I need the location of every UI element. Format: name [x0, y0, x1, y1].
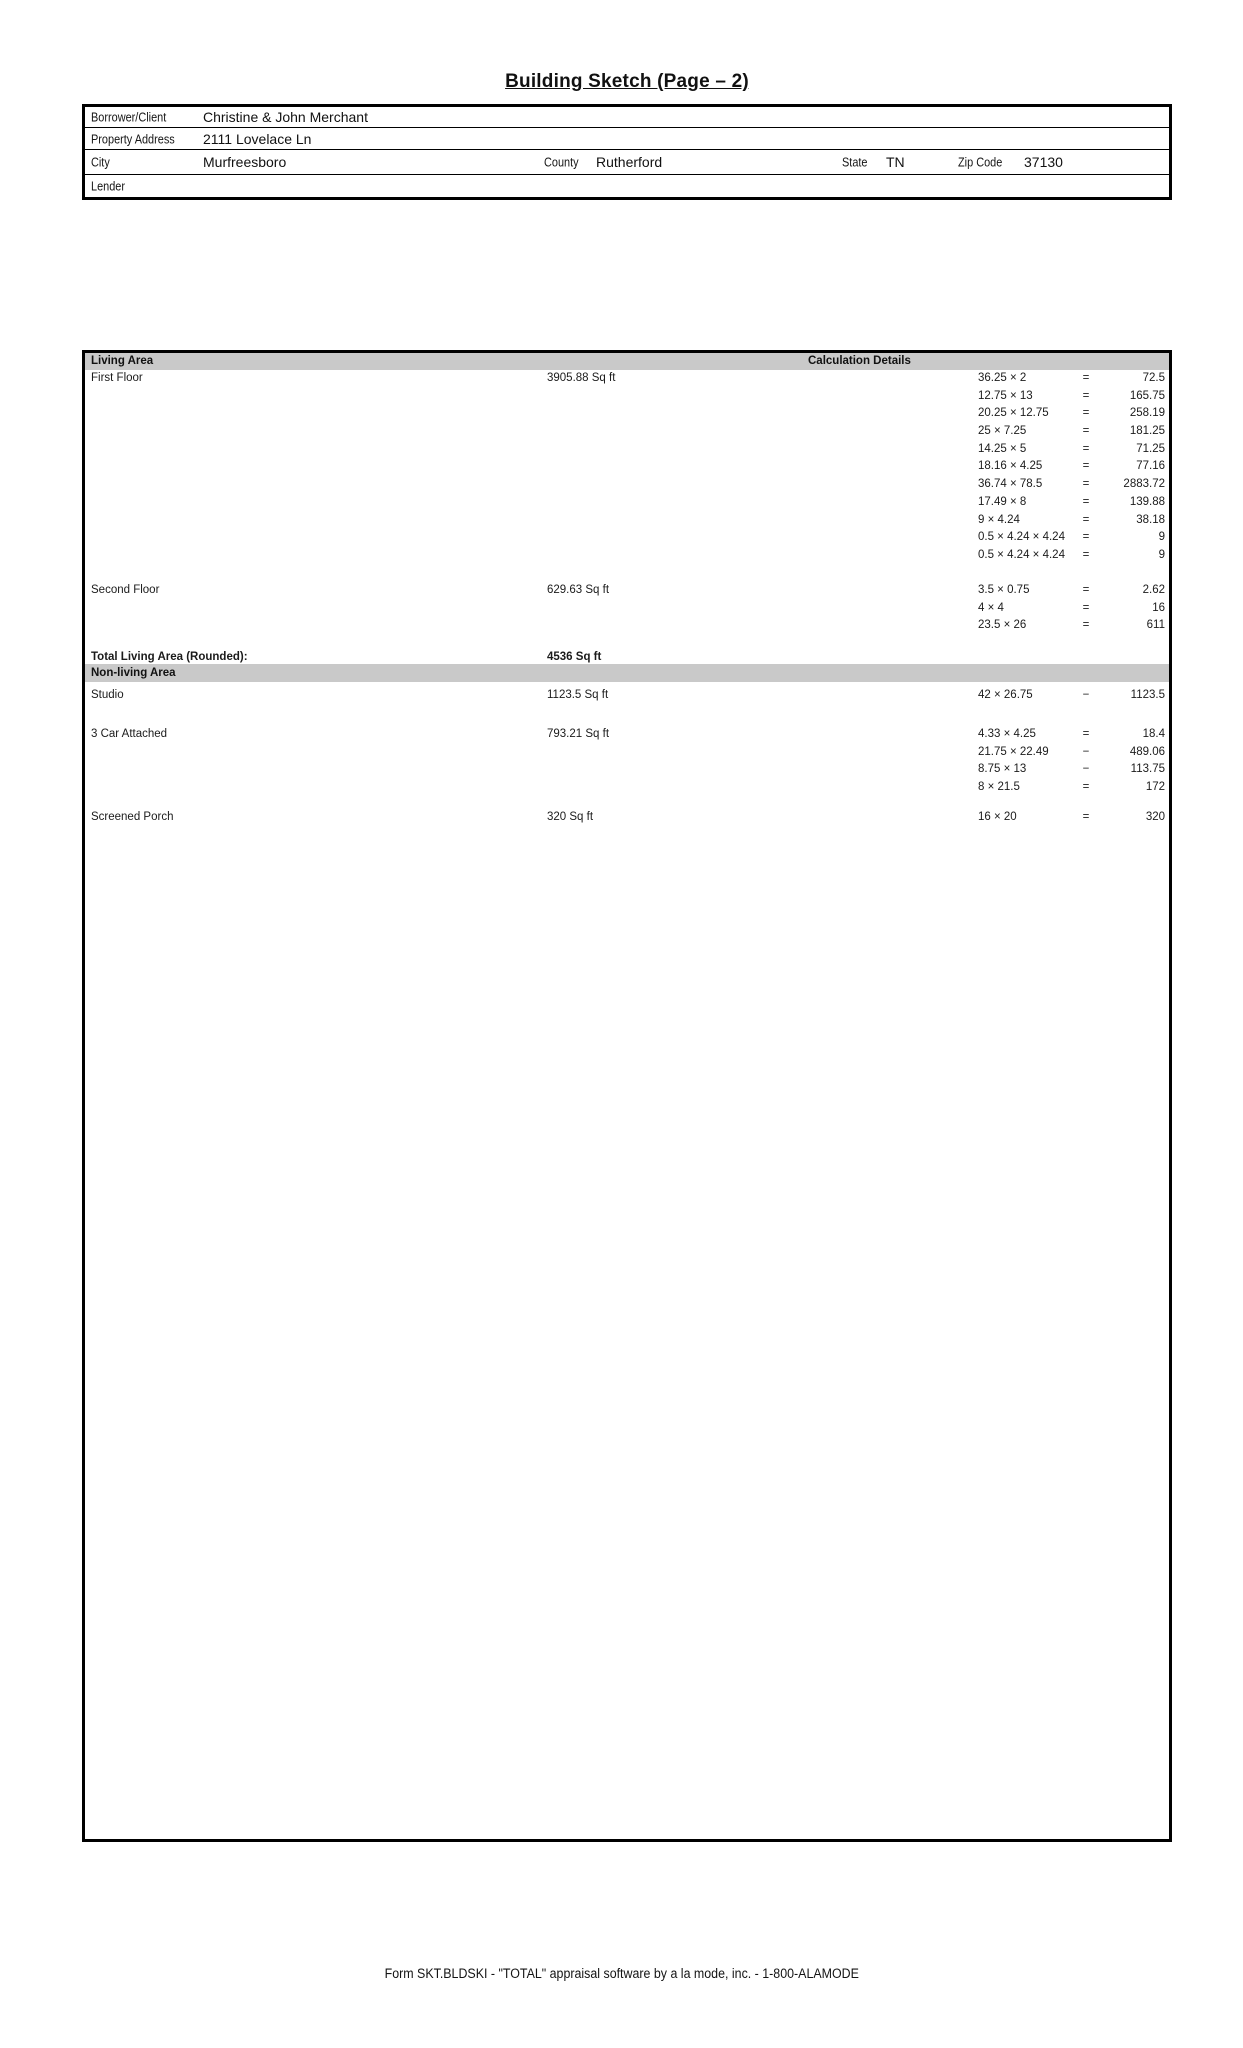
table-row: [85, 548, 1169, 566]
calc-expression: 12.75 × 13: [978, 389, 1033, 402]
state-label: State: [842, 154, 868, 170]
calc-result: 9: [1158, 531, 1165, 544]
calc-expression: 0.5 × 4.24 × 4.24: [978, 548, 1065, 561]
calc-result: 72.5: [1142, 372, 1165, 384]
area-value: 793.21 Sq ft: [547, 728, 610, 740]
floor-name: First Floor: [91, 372, 143, 384]
header-row-property-address: [85, 128, 1169, 150]
area-value: 320 Sq ft: [547, 811, 594, 823]
calc-result: 1123.5: [1130, 689, 1165, 701]
table-row: [85, 371, 1169, 389]
calc-expression: 0.5 × 4.24 × 4.24: [978, 531, 1065, 544]
calc-result: 139.88: [1129, 495, 1165, 508]
calc-operator: =: [1082, 407, 1090, 420]
table-row: [85, 727, 1169, 745]
living-area-header-label: Living Area: [91, 355, 154, 367]
calc-expression: 25 × 7.25: [978, 425, 1027, 438]
borrower-value: Christine & John Merchant: [203, 109, 368, 125]
table-row: [85, 495, 1169, 513]
calc-result: 172: [1145, 781, 1165, 794]
total-living-area-value: 4536 Sq ft: [547, 651, 602, 663]
area-calculations-table: [82, 350, 1172, 1842]
calc-result: 2883.72: [1123, 478, 1165, 491]
second-floor-block: [85, 583, 1169, 636]
lender-label: Lender: [91, 178, 126, 194]
floor-area: 3905.88 Sq ft: [547, 372, 616, 384]
calc-expression: 3.5 × 0.75: [978, 584, 1030, 596]
calc-expression: 8 × 21.5: [978, 781, 1020, 794]
calc-operator: =: [1082, 601, 1090, 614]
table-row: [85, 442, 1169, 460]
city-label: City: [91, 154, 110, 170]
calc-expression: 20.25 × 12.75: [978, 407, 1049, 420]
table-row: [85, 477, 1169, 495]
calc-expression: 42 × 26.75: [978, 689, 1033, 701]
calc-operator: −: [1082, 763, 1090, 776]
calculation-details-header-label: Calculation Details: [808, 355, 911, 367]
calc-expression: 17.49 × 8: [978, 495, 1027, 508]
calc-expression: 4.33 × 4.25: [978, 728, 1036, 740]
area-name: 3 Car Attached: [91, 728, 168, 740]
zip-code-label: Zip Code: [958, 154, 1003, 170]
page-title: Building Sketch (Page – 2): [505, 71, 749, 92]
calc-expression: 8.75 × 13: [978, 763, 1027, 776]
calc-operator: =: [1082, 478, 1090, 491]
studio-block: [85, 688, 1169, 706]
property-address-value: 2111 Lovelace Ln: [203, 130, 312, 147]
area-name: Screened Porch: [91, 811, 174, 823]
calc-expression: 9 × 4.24: [978, 513, 1020, 526]
form-footer: [0, 1966, 1243, 1981]
state-value: TN: [886, 154, 905, 170]
calc-operator: =: [1082, 389, 1090, 402]
calc-operator: −: [1082, 745, 1090, 758]
calc-result: 38.18: [1136, 513, 1165, 526]
calc-result: 165.75: [1129, 389, 1165, 402]
calc-result: 181.25: [1129, 425, 1165, 438]
calc-result: 71.25: [1136, 442, 1165, 455]
table-row: [85, 389, 1169, 407]
calc-operator: =: [1082, 548, 1090, 561]
non-living-area-section-header: [85, 664, 1169, 682]
living-area-section-header: [85, 353, 1169, 370]
calc-result: 9: [1158, 548, 1165, 561]
calc-result: 320: [1145, 811, 1165, 823]
table-row: [85, 745, 1169, 763]
county-value: Rutherford: [596, 154, 663, 170]
calc-expression: 23.5 × 26: [978, 619, 1027, 632]
table-row: [85, 459, 1169, 477]
form-footer-text: Form SKT.BLDSKI - "TOTAL" appraisal software by a la mode, inc. - 1-800-ALAMODE: [384, 1966, 859, 1981]
total-living-area-label: Total Living Area (Rounded):: [91, 651, 248, 663]
calc-expression: 18.16 × 4.25: [978, 460, 1043, 473]
calc-operator: =: [1082, 425, 1090, 438]
calc-operator: =: [1082, 372, 1090, 384]
calc-operator: =: [1082, 811, 1090, 823]
calc-result: 113.75: [1130, 763, 1165, 776]
floor-name: Second Floor: [91, 584, 160, 596]
area-value: 1123.5 Sq ft: [547, 689, 609, 701]
county-label: County: [544, 154, 579, 170]
header-row-lender: [85, 175, 1169, 197]
calc-result: 16: [1152, 601, 1165, 614]
calc-expression: 16 × 20: [978, 811, 1017, 823]
calc-result: 18.4: [1142, 728, 1165, 740]
area-name: Studio: [91, 689, 124, 701]
calc-result: 489.06: [1129, 745, 1165, 758]
garage-block: [85, 727, 1169, 798]
table-row: [85, 530, 1169, 548]
zip-code-value: 37130: [1024, 154, 1063, 170]
floor-area: 629.63 Sq ft: [547, 584, 610, 596]
table-row: [85, 780, 1169, 798]
table-row: [85, 762, 1169, 780]
city-value: Murfreesboro: [203, 154, 287, 170]
non-living-area-header-label: Non-living Area: [91, 667, 176, 679]
calc-expression: 21.75 × 22.49: [978, 745, 1049, 758]
table-row: [85, 513, 1169, 531]
header-row-borrower: [85, 107, 1169, 128]
calc-operator: =: [1082, 728, 1090, 740]
calc-expression: 36.25 × 2: [978, 372, 1027, 384]
calc-operator: =: [1082, 619, 1090, 632]
calc-operator: =: [1082, 513, 1090, 526]
table-row: [85, 688, 1169, 706]
calc-operator: =: [1082, 781, 1090, 794]
calc-operator: =: [1082, 495, 1090, 508]
calc-result: 2.62: [1142, 584, 1165, 596]
table-row: [85, 583, 1169, 601]
calc-operator: =: [1082, 442, 1090, 455]
table-row: [85, 601, 1169, 619]
calc-operator: −: [1082, 689, 1090, 701]
property-address-label: Property Address: [91, 131, 175, 146]
calc-operator: =: [1082, 460, 1090, 473]
calc-operator: =: [1082, 531, 1090, 544]
table-row: [85, 424, 1169, 442]
calc-expression: 4 × 4: [978, 601, 1004, 614]
first-floor-block: [85, 371, 1169, 566]
property-header-table: [82, 104, 1172, 200]
calc-expression: 36.74 × 78.5: [978, 478, 1043, 491]
calc-operator: =: [1082, 584, 1090, 596]
calc-expression: 14.25 × 5: [978, 442, 1027, 455]
table-row: [85, 810, 1169, 828]
screened-porch-block: [85, 810, 1169, 828]
calc-result: 611: [1146, 619, 1165, 632]
header-row-city-county-state-zip: [85, 150, 1169, 175]
calc-result: 77.16: [1136, 460, 1165, 473]
table-row: [85, 406, 1169, 424]
calc-result: 258.19: [1129, 407, 1165, 420]
borrower-label: Borrower/Client: [91, 109, 167, 125]
table-row: [85, 618, 1169, 636]
